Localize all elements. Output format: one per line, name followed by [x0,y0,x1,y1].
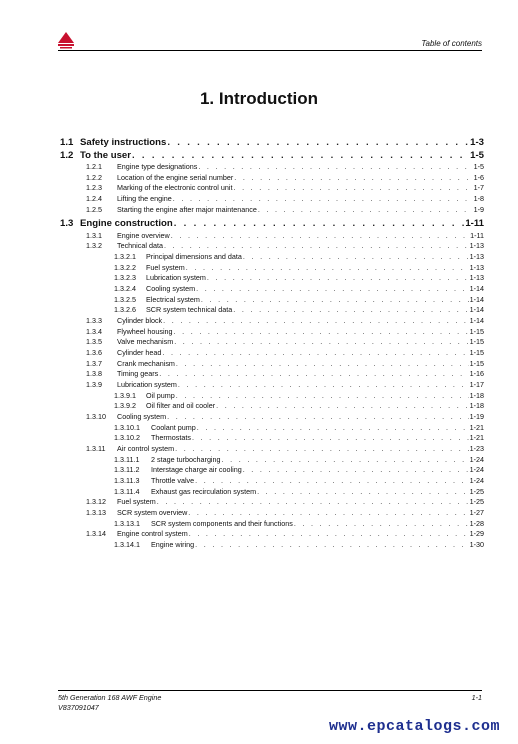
toc-entry-page: 1-18 [469,401,484,411]
toc-entry-page: 1-13 [469,252,484,262]
toc-entry-page: 1-25 [469,497,484,507]
toc-entry-number: 1.3.4 [86,326,102,336]
toc-entry[interactable] [60,359,484,370]
toc-entry-number: 1.2.5 [86,204,102,214]
toc-entry-title: Interstage charge air cooling [151,465,242,475]
toc-leader-dots [162,348,468,359]
toc-entry-title: Flywheel housing [117,326,173,336]
toc-entry[interactable] [60,401,484,412]
toc-entry-title: Engine wiring [151,539,195,549]
toc-entry[interactable] [60,412,484,423]
toc-entry-number: 1.3.10 [86,411,106,421]
toc-entry-title: Air control system [117,443,175,453]
table-of-contents [60,137,484,550]
toc-entry-title: Fuel system [117,497,156,507]
toc-entry-page: 1-11 [470,230,484,240]
toc-entry[interactable] [60,508,484,519]
toc-entry-page: 1-3 [470,137,484,148]
toc-entry[interactable] [60,391,484,402]
toc-entry-page: 1-6 [473,172,484,182]
toc-entry-title: Marking of the electronic control unit [117,183,233,193]
chapter-title: 1. Introduction [199,89,319,108]
toc-leader-dots [233,305,468,316]
toc-entry-page: 1-27 [469,507,484,517]
toc-entry-page: 1-9 [473,204,484,214]
toc-leader-dots [192,433,469,444]
toc-entry-number: 1.3.10.1 [114,422,140,432]
toc-entry[interactable] [60,205,484,216]
toc-entry-number: 1.3.2.4 [114,284,136,294]
toc-entry-number: 1.3.5 [86,337,102,347]
toc-entry-title: Lifting the engine [117,193,172,203]
toc-entry-title: Fuel system [146,262,185,272]
toc-leader-dots [167,137,469,150]
toc-entry-page: 1-29 [469,529,484,539]
footer-divider [58,690,482,691]
toc-entry[interactable] [60,194,484,205]
toc-leader-dots [188,508,468,519]
toc-entry[interactable] [60,284,484,295]
toc-leader-dots [175,444,468,455]
toc-leader-dots [174,218,465,231]
toc-entry-title: Coolant pump [151,422,196,432]
toc-leader-dots [174,337,468,348]
toc-entry-number: 1.2.3 [86,183,102,193]
toc-entry-number: 1.3.9.1 [114,390,136,400]
toc-entry-title: SCR system components and their functions [151,518,293,528]
toc-entry-title: Timing gears [117,369,159,379]
toc-leader-dots [189,529,469,540]
toc-entry[interactable] [60,529,484,540]
toc-entry-page: 1-25 [469,486,484,496]
toc-entry-page: 1-14 [469,305,484,315]
toc-entry-number: 1.3.11.4 [114,486,140,496]
toc-entry-page: 1-14 [469,284,484,294]
toc-entry-title: Engine overview [117,230,170,240]
toc-leader-dots [197,423,469,434]
toc-entry-title: Cooling system [117,411,167,421]
toc-entry-number: 1.3.9.2 [114,401,136,411]
toc-entry[interactable] [60,487,484,498]
toc-leader-dots [159,369,468,380]
watermark-link[interactable]: www.epcatalogs.com [328,718,500,735]
toc-entry-number: 1.3.12 [86,497,106,507]
toc-entry-number: 1.2.1 [86,162,102,171]
toc-entry-title: Lubrication system [146,273,206,283]
toc-entry[interactable] [60,369,484,380]
toc-entry-title: Engine control system [117,529,188,539]
toc-entry-page: 1-5 [470,149,484,161]
toc-entry-number: 1.1 [60,137,74,148]
toc-entry-page: 1-5 [473,162,484,171]
toc-entry-title: Cylinder head [117,348,162,357]
toc-entry[interactable] [60,162,484,173]
toc-entry-page: 1-13 [469,262,484,272]
toc-entry-number: 1.3.11.2 [114,465,140,475]
toc-entry-title: Thermostats [151,433,191,443]
toc-entry-page: 1-15 [469,337,484,347]
toc-entry-title: Exhaust gas recirculation system [151,486,257,496]
toc-entry-number: 1.3.2.6 [114,305,136,315]
toc-leader-dots [294,519,469,530]
toc-entry-title: 2 stage turbocharging [151,454,221,464]
toc-entry[interactable] [60,218,484,231]
toc-leader-dots [222,455,469,466]
toc-entry[interactable] [60,455,484,466]
toc-entry[interactable] [60,295,484,306]
toc-entry-number: 1.3.2 [86,241,102,251]
toc-entry[interactable] [60,150,484,163]
toc-entry-number: 1.3.10.2 [114,433,140,443]
toc-entry-number: 1.3.8 [86,369,102,379]
toc-leader-dots [176,391,469,402]
toc-entry-title: SCR system technical data [146,305,233,315]
toc-entry[interactable] [60,305,484,316]
toc-entry-page: 1-7 [473,183,484,193]
toc-entry-number: 1.3.13.1 [114,518,140,528]
toc-entry-page: 1-17 [469,379,484,389]
toc-entry[interactable] [60,183,484,194]
toc-entry[interactable] [60,316,484,327]
toc-entry-page: 1-15 [469,348,484,357]
toc-entry[interactable] [60,423,484,434]
toc-leader-dots [207,273,469,284]
toc-leader-dots [258,205,473,216]
toc-leader-dots [233,183,472,194]
toc-leader-dots [201,295,469,306]
toc-entry-number: 1.3.11.1 [114,454,140,464]
toc-entry[interactable] [60,173,484,184]
toc-entry-title: Location of the engine serial number [117,172,234,182]
toc-entry[interactable] [60,433,484,444]
toc-entry-number: 1.2 [60,149,74,161]
toc-entry[interactable] [60,137,484,150]
toc-leader-dots [216,401,468,412]
toc-leader-dots [167,412,468,423]
toc-entry-page: 1-8 [473,193,484,203]
toc-entry-page: 1-19 [469,411,484,421]
toc-entry-page: 1-15 [469,358,484,368]
toc-leader-dots [132,150,469,163]
toc-entry-number: 1.3.13 [86,507,106,517]
toc-entry-page: 1-30 [469,539,484,549]
toc-leader-dots [174,327,469,338]
toc-entry[interactable] [60,263,484,274]
toc-entry[interactable] [60,273,484,284]
toc-leader-dots [186,263,469,274]
toc-entry-title: Principal dimensions and data [146,252,242,262]
toc-entry-page: 1-21 [469,422,484,432]
toc-leader-dots [173,194,473,205]
toc-entry[interactable] [60,476,484,487]
toc-entry[interactable] [60,519,484,530]
toc-entry[interactable] [60,348,484,359]
toc-entry-number: 1.2.4 [86,193,102,203]
toc-entry-page: 1-24 [469,465,484,475]
toc-entry-title: To the user [80,149,131,161]
toc-entry-number: 1.2.2 [86,172,102,182]
toc-entry-title: Valve mechanism [117,337,174,347]
toc-entry[interactable] [60,380,484,391]
toc-entry-title: Oil filter and oil cooler [146,401,216,411]
toc-leader-dots [196,284,468,295]
toc-entry-title: Throttle valve [151,475,195,485]
toc-entry-page: 1-15 [469,326,484,336]
toc-leader-dots [234,173,472,184]
toc-entry-number: 1.3.2.2 [114,262,136,272]
toc-leader-dots [163,316,468,327]
toc-entry-number: 1.3.2.3 [114,273,136,283]
toc-entry-page: 1-28 [469,518,484,528]
toc-entry[interactable] [60,337,484,348]
toc-entry-number: 1.3.2.1 [114,252,136,262]
toc-entry-page: 1-14 [469,316,484,326]
toc-entry-page: 1-14 [469,294,484,304]
toc-leader-dots [157,497,469,508]
footer-page-number: 1-1 [471,693,482,702]
toc-entry-page: 1-13 [469,241,484,251]
toc-leader-dots [198,162,472,173]
toc-entry[interactable] [60,252,484,263]
toc-entry-page: 1-21 [469,433,484,443]
toc-entry-number: 1.3.11.3 [114,475,140,485]
header-section-title: Table of contents [421,39,482,48]
toc-entry[interactable] [60,241,484,252]
toc-leader-dots [243,465,469,476]
footer-product: 5th Generation 168 AWF Engine [58,693,162,702]
toc-leader-dots [195,476,468,487]
toc-entry-page: 1-24 [469,475,484,485]
toc-leader-dots [176,359,469,370]
toc-entry[interactable] [60,231,484,242]
toc-entry-page: 1-13 [469,273,484,283]
toc-entry[interactable] [60,540,484,551]
toc-entry-title: Engine construction [80,218,173,230]
toc-entry-title: Electrical system [146,294,200,304]
toc-entry-title: Safety instructions [80,137,167,148]
toc-entry-number: 1.3.2.5 [114,294,136,304]
toc-entry-number: 1.3.9 [86,379,102,389]
toc-entry-number: 1.3.14.1 [114,539,140,549]
toc-entry[interactable] [60,444,484,455]
toc-entry-title: Lubrication system [117,379,177,389]
toc-entry-page: 1-23 [469,443,484,453]
toc-entry-number: 1.3.3 [86,316,102,326]
toc-entry-title: Engine type designations [117,162,198,171]
toc-leader-dots [195,540,468,551]
toc-entry[interactable] [60,465,484,476]
toc-entry-title: SCR system overview [117,507,188,517]
toc-entry-title: Technical data [117,241,163,251]
toc-entry-number: 1.3.6 [86,348,102,357]
toc-leader-dots [164,241,469,252]
toc-leader-dots [171,231,469,242]
toc-entry-page: 1-24 [469,454,484,464]
toc-entry-number: 1.3.14 [86,529,106,539]
footer-doc-number: V837091047 [58,703,99,712]
toc-entry-page: 1-11 [465,218,484,230]
header-divider [58,50,482,51]
toc-entry-title: Oil pump [146,390,175,400]
toc-entry-title: Starting the engine after major maintenance [117,204,257,214]
toc-entry-number: 1.3 [60,218,74,230]
toc-entry-title: Crank mechanism [117,358,175,368]
brand-logo-icon [58,32,74,49]
toc-entry-number: 1.3.11 [86,443,106,453]
footer-info [58,693,161,713]
toc-entry[interactable] [60,497,484,508]
toc-leader-dots [243,252,469,263]
toc-entry-number: 1.3.7 [86,358,102,368]
toc-entry-number: 1.3.1 [86,230,102,240]
toc-entry-title: Cooling system [146,284,196,294]
toc-entry-page: 1-18 [469,390,484,400]
toc-entry-page: 1-16 [469,369,484,379]
toc-entry-title: Cylinder block [117,316,163,326]
toc-leader-dots [257,487,469,498]
toc-leader-dots [178,380,469,391]
toc-entry[interactable] [60,327,484,338]
